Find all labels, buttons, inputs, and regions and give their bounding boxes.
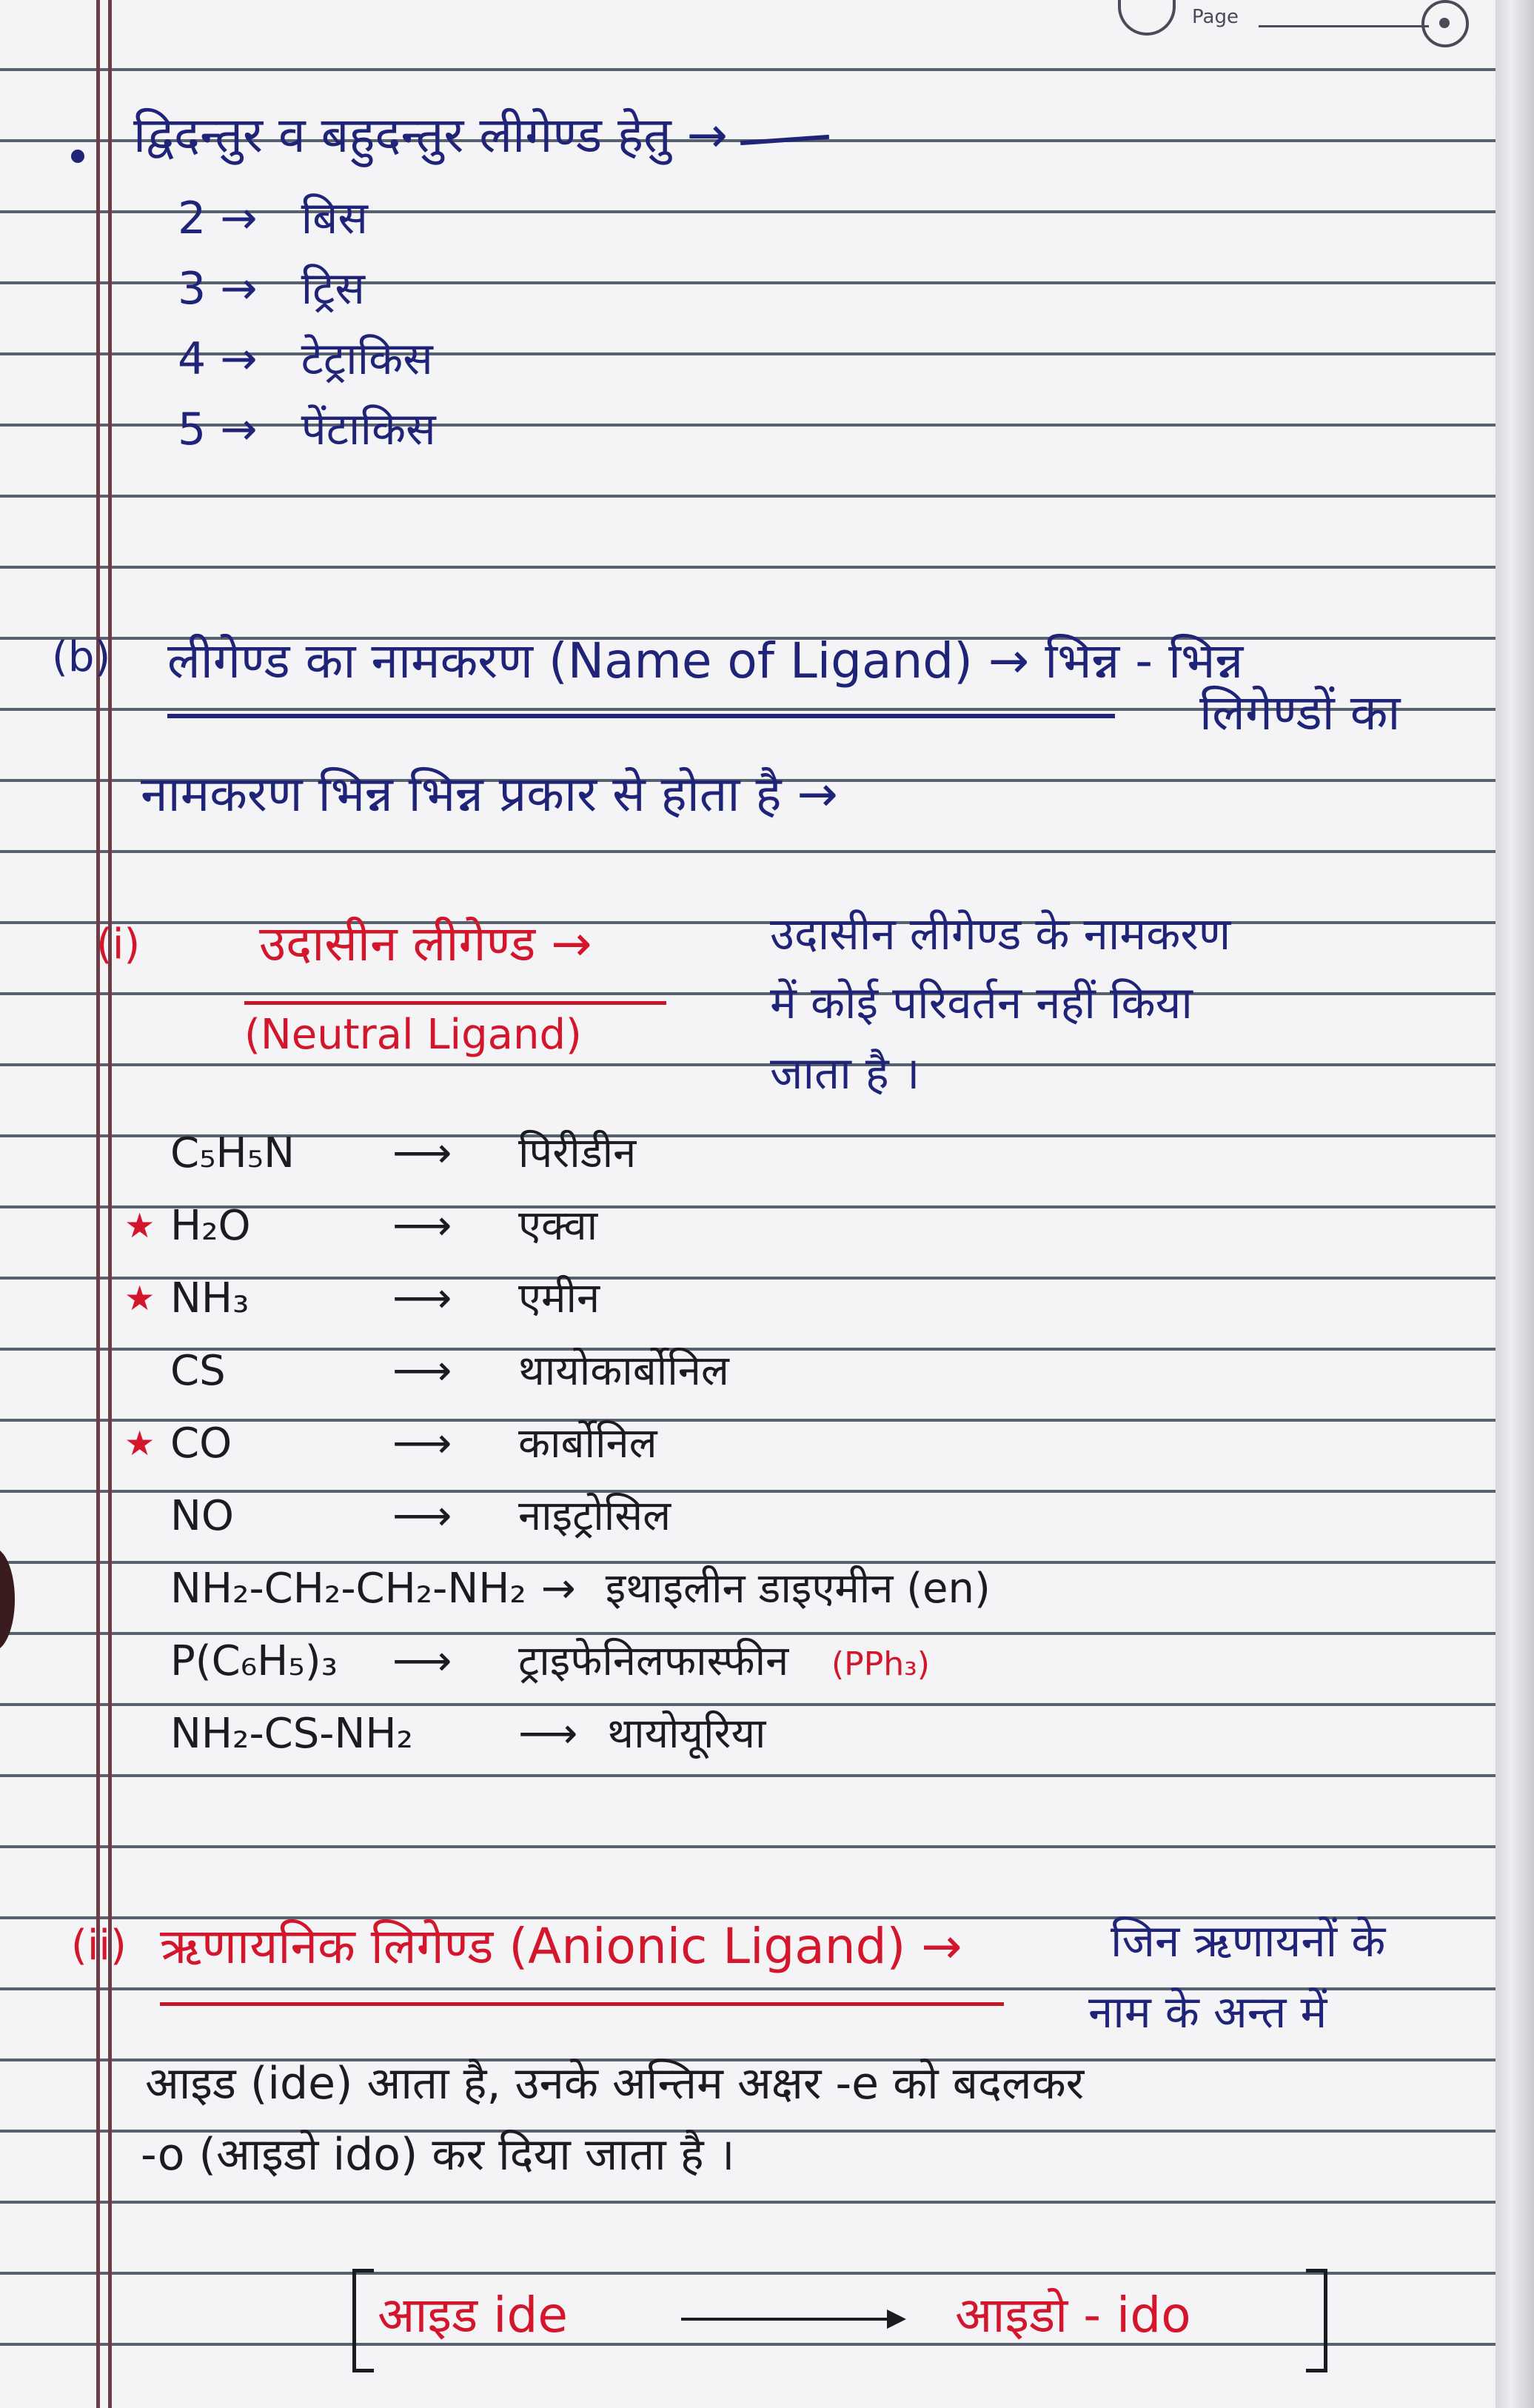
anionic-desc-2: नाम के अन्त में [1088,1987,1327,2039]
list-item [178,263,365,315]
list-item-num: 4 → [178,333,258,385]
ligand-arrow: ⟶ [392,1274,452,1322]
anionic-desc-1: जिन ऋणायनों के [1111,1916,1386,1967]
ligand-name: एक्वा [518,1202,598,1250]
list-item-name: बिस [301,193,368,244]
ligand-formula: NH₂-CH₂-CH₂-NH₂ [170,1565,526,1613]
list-item-name: पेंटाकिस [301,404,436,455]
ligand-row [170,1419,657,1468]
margin-line [108,0,112,2408]
anionic-title: ऋणायनिक लिगेण्ड (Anionic Ligand) → [160,1918,962,1975]
ligand-arrow: ⟶ [392,1492,452,1540]
rule-left: आइड ide [378,2287,568,2344]
section2-line2: लिगेण्डों का [1199,684,1401,741]
section-marker: (b) [52,633,111,681]
ligand-formula: H₂O [170,1202,251,1250]
ligand-arrow: ⟶ [392,1419,452,1468]
neutral-desc-2: में कोई परिवर्तन नहीं किया [770,977,1193,1029]
circle-dot-icon [1421,0,1469,47]
ligand-arrow: ⟶ [518,1710,578,1758]
page-number-header [1111,0,1481,49]
neutral-desc-3: जाता है । [770,1048,920,1100]
page-number-line [1259,25,1429,27]
ligand-arrow: → [540,1565,576,1613]
list-item [178,404,436,455]
ligand-row [170,1637,930,1685]
list-item-num: 5 → [178,404,258,455]
star-icon: ★ [124,1278,155,1318]
neutral-title-en: (Neutral Ligand) [244,1011,582,1059]
ligand-name: नाइट्रोसिल [518,1492,671,1540]
ligand-arrow: ⟶ [392,1637,452,1685]
ligand-row [170,1347,729,1395]
bracket-right [1306,2269,1327,2372]
ligand-row [170,1565,991,1613]
ligand-name: थायोयूरिया [607,1710,766,1758]
rule-arrow-icon [681,2318,903,2321]
ligand-arrow: ⟶ [392,1347,452,1395]
rule-right: आइडो - ido [955,2287,1191,2344]
bullet-icon [71,150,84,163]
neutral-desc-1: उदासीन लीगेण्ड के नामकरण [770,909,1231,960]
anionic-marker: (ii) [71,1922,127,1970]
margin-line [96,0,100,2408]
ligand-name: इथाइलीन डाइएमीन (en) [605,1565,991,1613]
ligand-formula: NH₃ [170,1274,249,1322]
page-label: Page [1192,6,1239,28]
heading-underline [167,709,1115,718]
list-item-num: 3 → [178,263,258,315]
ligand-row [170,1274,600,1322]
ligand-formula: CS [170,1347,226,1395]
title-underline [160,1998,1004,2006]
page-edge [1496,0,1534,2408]
ligand-formula: C₅H₅N [170,1129,295,1177]
list-item-num: 2 → [178,193,258,244]
ligand-name: एमीन [518,1274,600,1322]
star-icon: ★ [124,1423,155,1463]
ligand-row [170,1492,671,1540]
ligand-row [170,1202,598,1250]
list-item [178,193,368,244]
ligand-row [170,1710,766,1758]
ligand-arrow: ⟶ [392,1129,452,1177]
ligand-formula: NH₂-CS-NH₂ [170,1710,413,1758]
title-underline [244,997,666,1005]
ligand-formula: NO [170,1492,234,1540]
ligand-name: थायोकार्बोनिल [518,1347,729,1395]
ligand-formula: CO [170,1419,232,1468]
ligand-abbrev: (PPh₃) [831,1645,930,1683]
list-item [178,333,433,385]
ligand-arrow: ⟶ [392,1202,452,1250]
section1-heading: द्विदन्तुर व बहुदन्तुर लीगेण्ड हेतु → [133,107,728,164]
section2-line3: नामकरण भिन्न भिन्न प्रकार से होता है → [141,766,838,823]
anionic-line-4: -o (आइडो ido) कर दिया जाता है । [141,2129,735,2181]
anionic-line-3: आइड (ide) आता है, उनके अन्तिम अक्षर -e को बदलकर [145,2058,1085,2110]
neutral-marker: (i) [96,920,141,969]
ligand-name: कार्बोनिल [518,1419,657,1468]
section2-heading: लीगेण्ड का नामकरण (Name of Ligand) → भिन्न - भिन्न [167,632,1244,689]
ligand-name: पिरीडीन [518,1129,637,1177]
decorative-curl-icon [1118,0,1176,36]
ligand-name: ट्राइफेनिलफास्फीन [518,1637,789,1685]
ligand-formula: P(C₆H₅)₃ [170,1637,338,1685]
ligand-row [170,1129,637,1177]
neutral-title: उदासीन लीगेण्ड → [259,915,592,972]
star-icon: ★ [124,1205,155,1245]
list-item-name: टेट्राकिस [301,333,433,385]
bracket-left [352,2269,374,2372]
list-item-name: ट्रिस [301,263,365,315]
